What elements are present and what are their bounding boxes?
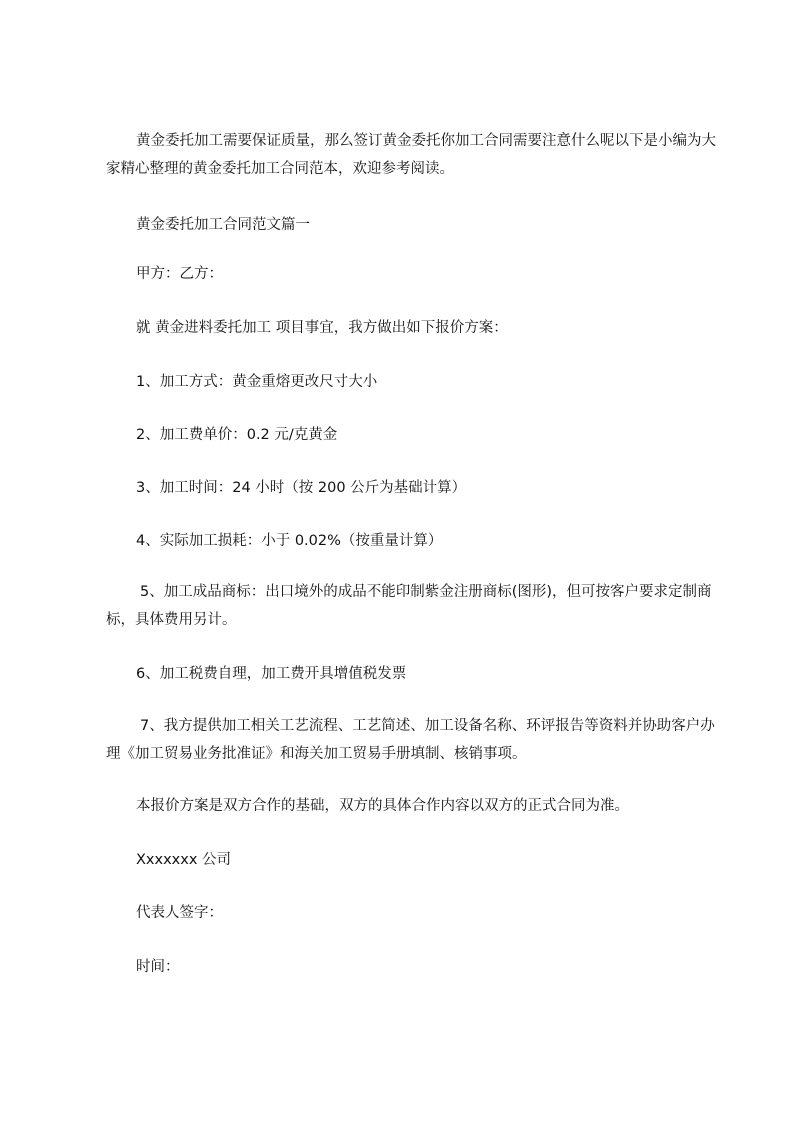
item-4: 4、实际加工损耗：小于 0.02%（按重量计算） [136,533,443,549]
opening-line: 就 黄金进料委托加工 项目事宜，我方做出如下报价方案： [136,320,508,336]
item-6: 6、加工税费自理，加工费开具增值税发票 [136,666,407,682]
item-3: 3、加工时间：24 小时（按 200 公斤为基础计算） [136,480,467,496]
parties-line: 甲方：乙方： [136,266,223,282]
item-1: 1、加工方式：黄金重熔更改尺寸大小 [136,374,378,390]
time-label: 时间： [136,959,180,975]
item-2: 2、加工费单价：0.2 元/克黄金 [136,427,338,443]
item-5: 5、加工成品商标：出口境外的成品不能印制紫金注册商标(图形)，但可按客户要求定制商标，具体费用另计。 [106,584,712,628]
closing-paragraph: 本报价方案是双方合作的基础，双方的具体合作内容以双方的正式合同为准。 [136,798,629,814]
company-name: Xxxxxxx 公司 [136,852,232,868]
item-7: 7、我方提供加工相关工艺流程、工艺简述、加工设备名称、环评报告等资料并协助客户办理《加工贸易业务批准证》和海关加工贸易手册填制、核销事项。 [106,718,715,762]
section-title: 黄金委托加工合同范文篇一 [136,217,310,233]
intro-paragraph: 黄金委托加工需要保证质量，那么签订黄金委托你加工合同需要注意什么呢以下是小编为大家精心整理的黄金委托加工合同范本，欢迎参考阅读。 [106,133,716,177]
signature-label: 代表人签字： [136,905,223,921]
